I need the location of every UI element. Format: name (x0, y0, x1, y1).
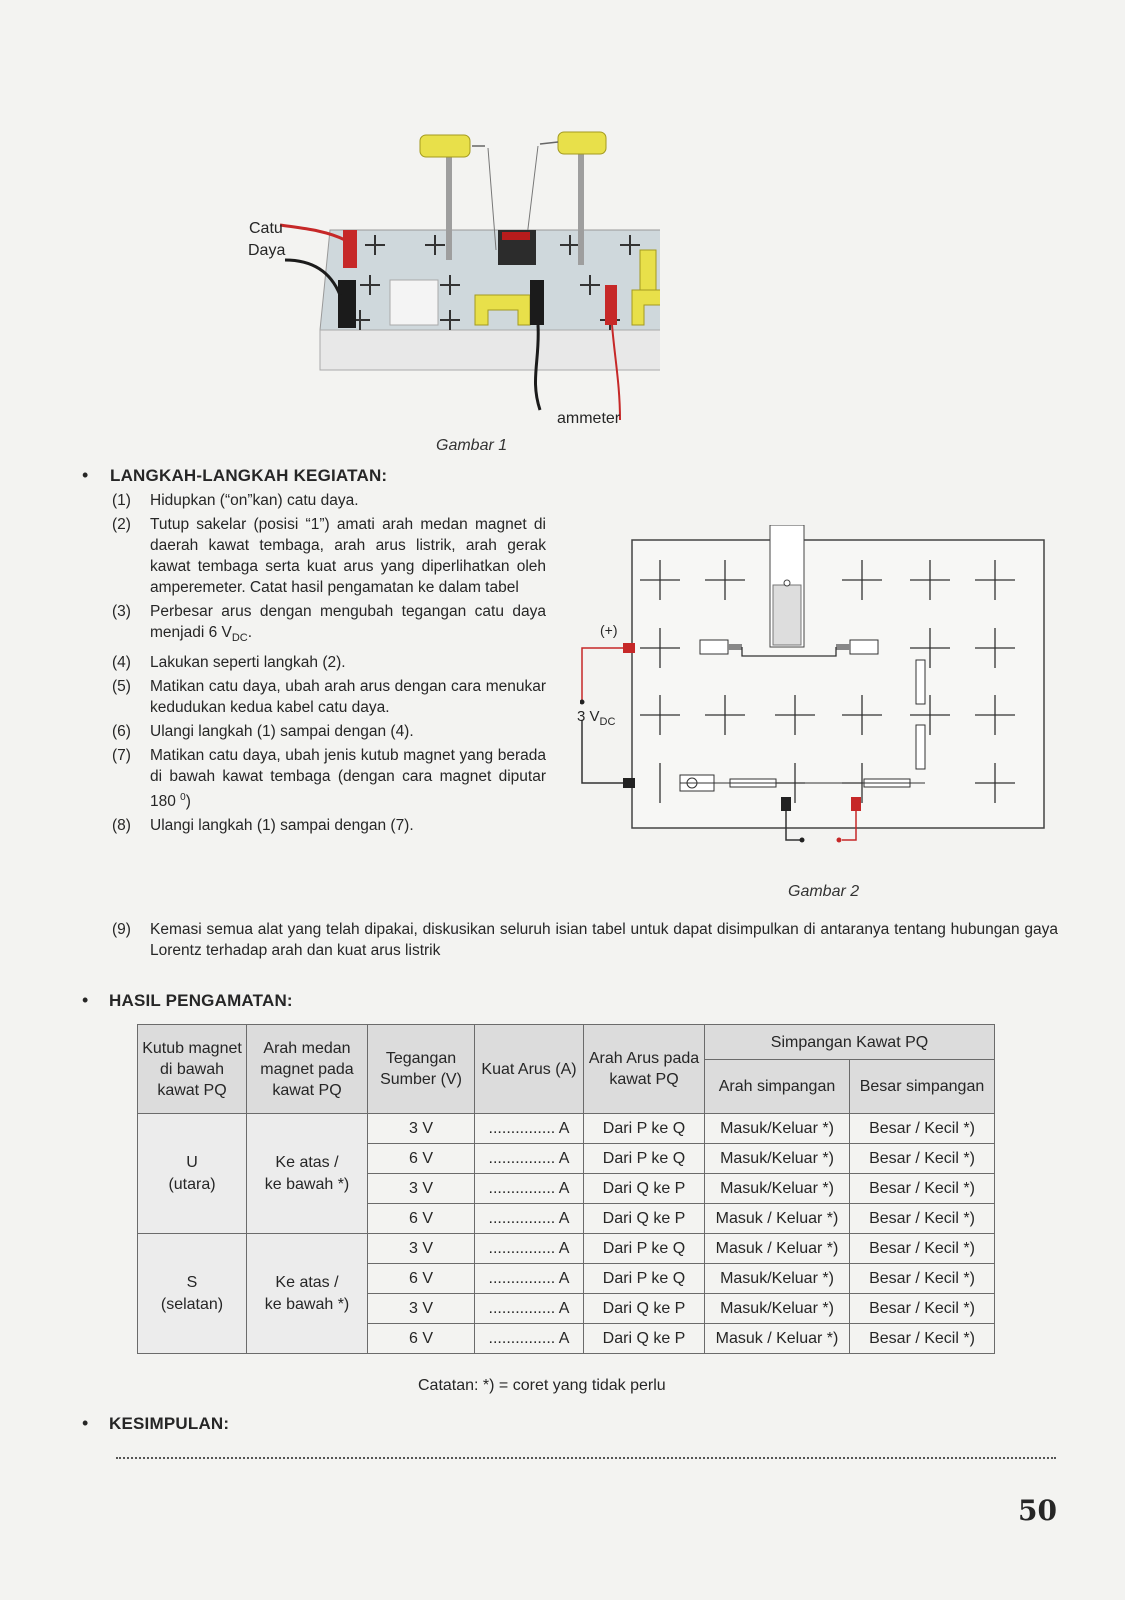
arah-simpangan-cell: Masuk / Keluar *) (705, 1204, 850, 1234)
kutub-cell: S (selatan) (138, 1234, 247, 1354)
besar-simpangan-cell: Besar / Kecil *) (850, 1294, 995, 1324)
table-note: Catatan: *) = coret yang tidak perlu (418, 1377, 666, 1394)
bullet: • (82, 465, 89, 485)
arah-simpangan-cell: Masuk / Keluar *) (705, 1234, 850, 1264)
header-besar-simpangan: Besar simpangan (850, 1060, 995, 1114)
step-3: (3) Perbesar arus dengan mengubah tegangan catu daya menjadi 6 $V_{DC}$. (112, 603, 546, 645)
arah-arus-cell: Dari Q ke P (584, 1174, 705, 1204)
voltage-label: 3 $V_{DC}$ (577, 708, 616, 728)
step-8: (8) Ulangi langkah (1) sampai dengan (7). (112, 817, 414, 835)
bullet: • (82, 990, 89, 1010)
tegangan-cell: 3 V (368, 1174, 475, 1204)
header-tegangan: Tegangan Sumber (V) (368, 1025, 475, 1114)
steps-list (108, 490, 546, 839)
step-6: (6) Ulangi langkah (1) sampai dengan (4). (112, 723, 414, 741)
step-4: (4) Lakukan seperti langkah (2). (112, 654, 346, 672)
arah-arus-cell: Dari Q ke P (584, 1294, 705, 1324)
header-arah-simpangan: Arah simpangan (705, 1060, 850, 1114)
tegangan-cell: 3 V (368, 1234, 475, 1264)
arah-arus-cell: Dari P ke Q (584, 1264, 705, 1294)
step-9: (9) Kemasi semua alat yang telah dipakai, diskusikan seluruh isian tabel untuk dapat disimpulkan di antaranya tentang hubungan gaya Lorentz terhadap arah dan kuat arus listrik (112, 921, 1058, 959)
arah-arus-cell: Dari P ke Q (584, 1234, 705, 1264)
observation-table (137, 1024, 995, 1354)
positive-terminal-label: (+) (600, 622, 618, 638)
arah-arus-cell: Dari P ke Q (584, 1144, 705, 1174)
medan-cell: Ke atas / ke bawah *) (247, 1114, 368, 1234)
header-simpangan: Simpangan Kawat PQ (705, 1025, 995, 1060)
figure2-caption: Gambar 2 (788, 883, 860, 900)
kesimpulan-heading: KESIMPULAN: (109, 1414, 230, 1433)
step-7: (7) Matikan catu daya, ubah jenis kutub magnet yang berada di bawah kawat tembaga (dengan cara magnet diputar 180 $^0$) (112, 747, 546, 811)
besar-simpangan-cell: Besar / Kecil *) (850, 1204, 995, 1234)
bullet: • (82, 1413, 89, 1433)
table-row (138, 1114, 995, 1144)
hasil-heading: HASIL PENGAMATAN: (109, 991, 293, 1010)
arah-simpangan-cell: Masuk/Keluar *) (705, 1264, 850, 1294)
besar-simpangan-cell: Besar / Kecil *) (850, 1174, 995, 1204)
besar-simpangan-cell: Besar / Kecil *) (850, 1114, 995, 1144)
kuat-arus-cell: ............... A (475, 1234, 584, 1264)
kuat-arus-cell: ............... A (475, 1174, 584, 1204)
medan-cell: Ke atas / ke bawah *) (247, 1234, 368, 1354)
kuat-arus-cell: ............... A (475, 1114, 584, 1144)
label-catu: Catu (249, 220, 283, 237)
step-1: (1) Hidupkan (“on”kan) catu daya. (112, 492, 359, 509)
figure1-caption: Gambar 1 (436, 437, 508, 454)
arah-simpangan-cell: Masuk/Keluar *) (705, 1114, 850, 1144)
step-5: (5) Matikan catu daya, ubah arah arus dengan cara menukar kedudukan kedua kabel catu daya. (112, 678, 546, 717)
besar-simpangan-cell: Besar / Kecil *) (850, 1264, 995, 1294)
kuat-arus-cell: ............... A (475, 1324, 584, 1354)
header-arah-arus: Arah Arus pada kawat PQ (584, 1025, 705, 1114)
langkah-heading: LANGKAH-LANGKAH KEGIATAN: (110, 466, 388, 485)
besar-simpangan-cell: Besar / Kecil *) (850, 1234, 995, 1264)
tegangan-cell: 6 V (368, 1204, 475, 1234)
kutub-cell: U (utara) (138, 1114, 247, 1234)
kuat-arus-cell: ............... A (475, 1294, 584, 1324)
tegangan-cell: 3 V (368, 1114, 475, 1144)
arah-simpangan-cell: Masuk/Keluar *) (705, 1144, 850, 1174)
tegangan-cell: 6 V (368, 1144, 475, 1174)
tegangan-cell: 6 V (368, 1324, 475, 1354)
arah-simpangan-cell: Masuk/Keluar *) (705, 1174, 850, 1204)
circuit-diagram (580, 525, 1050, 885)
besar-simpangan-cell: Besar / Kecil *) (850, 1324, 995, 1354)
arah-simpangan-cell: Masuk / Keluar *) (705, 1324, 850, 1354)
step-2: (2) Tutup sakelar (posisi “1”) amati arah medan magnet di daerah kawat tembaga, arah arus listrik, arah gerak kawat tembaga serta kuat arus yang diperlihatkan oleh amperemeter. Catat hasil pengamatan ke dalam tabel (112, 516, 546, 596)
table-row (138, 1234, 995, 1264)
arah-arus-cell: Dari Q ke P (584, 1204, 705, 1234)
header-arah-medan: Arah medan magnet pada kawat PQ (247, 1025, 368, 1114)
label-daya: Daya (248, 242, 286, 259)
label-ammeter: ammeter (557, 410, 621, 427)
kuat-arus-cell: ............... A (475, 1144, 584, 1174)
kuat-arus-cell: ............... A (475, 1204, 584, 1234)
besar-simpangan-cell: Besar / Kecil *) (850, 1144, 995, 1174)
tegangan-cell: 3 V (368, 1294, 475, 1324)
tegangan-cell: 6 V (368, 1264, 475, 1294)
header-kuat-arus: Kuat Arus (A) (475, 1025, 584, 1114)
apparatus-photo (240, 120, 660, 440)
arah-arus-cell: Dari P ke Q (584, 1114, 705, 1144)
arah-simpangan-cell: Masuk/Keluar *) (705, 1294, 850, 1324)
header-kutub: Kutub magnet di bawah kawat PQ (138, 1025, 247, 1114)
kuat-arus-cell: ............... A (475, 1264, 584, 1294)
answer-line (116, 1455, 1056, 1459)
page-number: 50 (1018, 1494, 1057, 1527)
arah-arus-cell: Dari Q ke P (584, 1324, 705, 1354)
